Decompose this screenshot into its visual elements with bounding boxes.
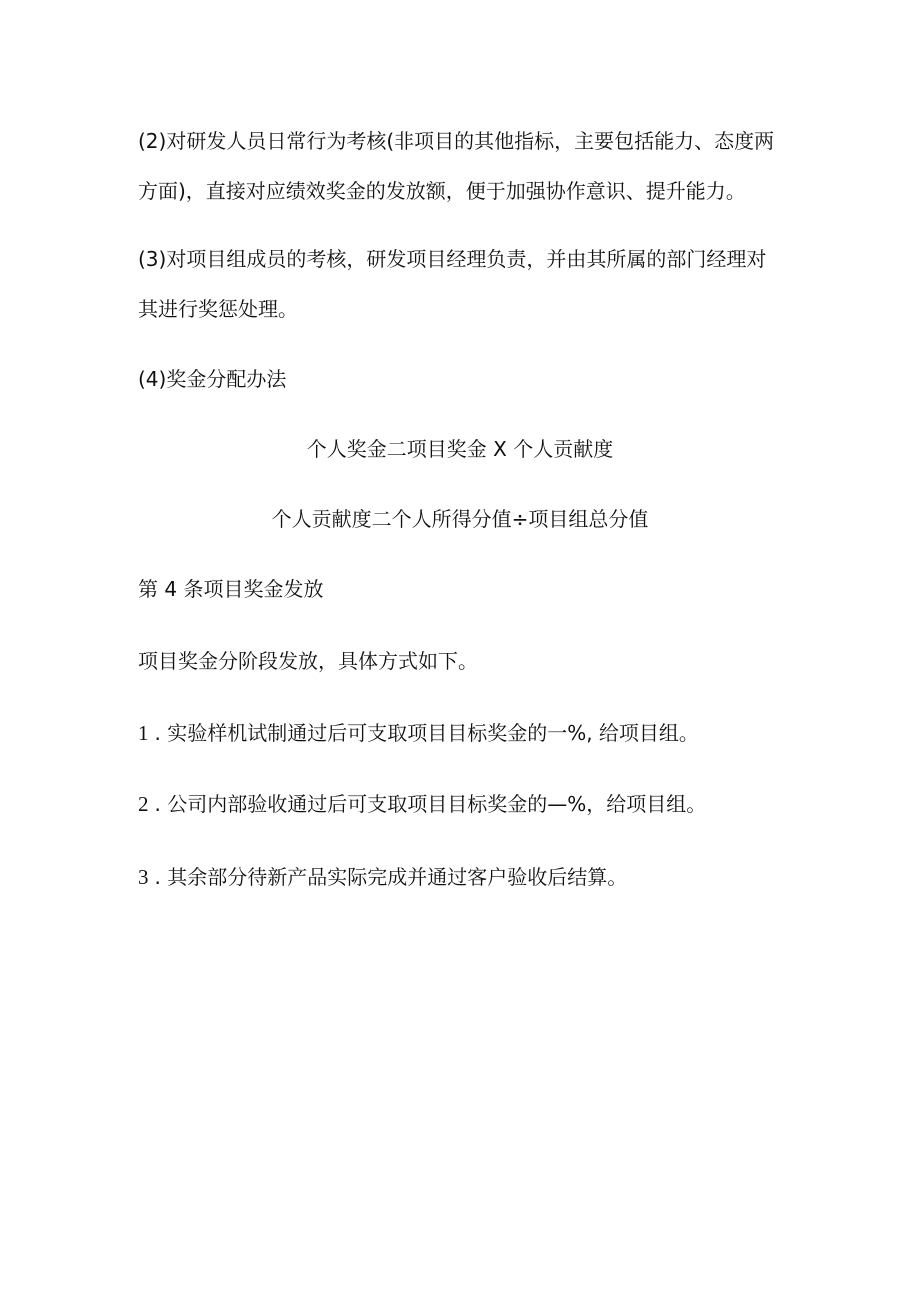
list-item-number: 1: [138, 721, 149, 745]
article-4-title: 第 4 条项目奖金发放: [138, 577, 324, 601]
article-4-intro: 项目奖金分阶段发放，具体方式如下。: [138, 649, 478, 673]
list-item-number: 2: [138, 792, 149, 816]
paragraph-2-line-2: 方面)，直接对应绩效奖金的发放额，便于加强协作意识、提升能力。: [138, 179, 746, 203]
list-item: [138, 863, 627, 891]
list-item: [138, 719, 699, 747]
paragraph-4-heading: (4)奖金分配办法: [138, 367, 287, 391]
paragraph-2-line-1: (2)对研发人员日常行为考核(非项目的其他指标，主要包括能力、态度两: [138, 129, 775, 153]
paragraph-3-line-2: 其进行奖惩处理。: [138, 297, 298, 321]
formula-contribution: 个人贡献度二个人所得分值÷项目组总分值: [271, 507, 649, 531]
list-item-text: . 公司内部验收通过后可支取项目目标奖金的—%，给项目组。: [154, 792, 707, 816]
list-item-number: 3: [138, 865, 149, 889]
list-item-text: . 实验样机试制通过后可支取项目目标奖金的一%, 给项目组。: [154, 721, 699, 745]
paragraph-3-line-1: (3)对项目组成员的考核，研发项目经理负责，并由其所属的部门经理对: [138, 247, 767, 271]
list-item-text: . 其余部分待新产品实际完成并通过客户验收后结算。: [154, 865, 628, 889]
list-item: [138, 790, 706, 818]
formula-personal-bonus: 个人奖金二项目奖金 X 个人贡献度: [306, 437, 614, 461]
